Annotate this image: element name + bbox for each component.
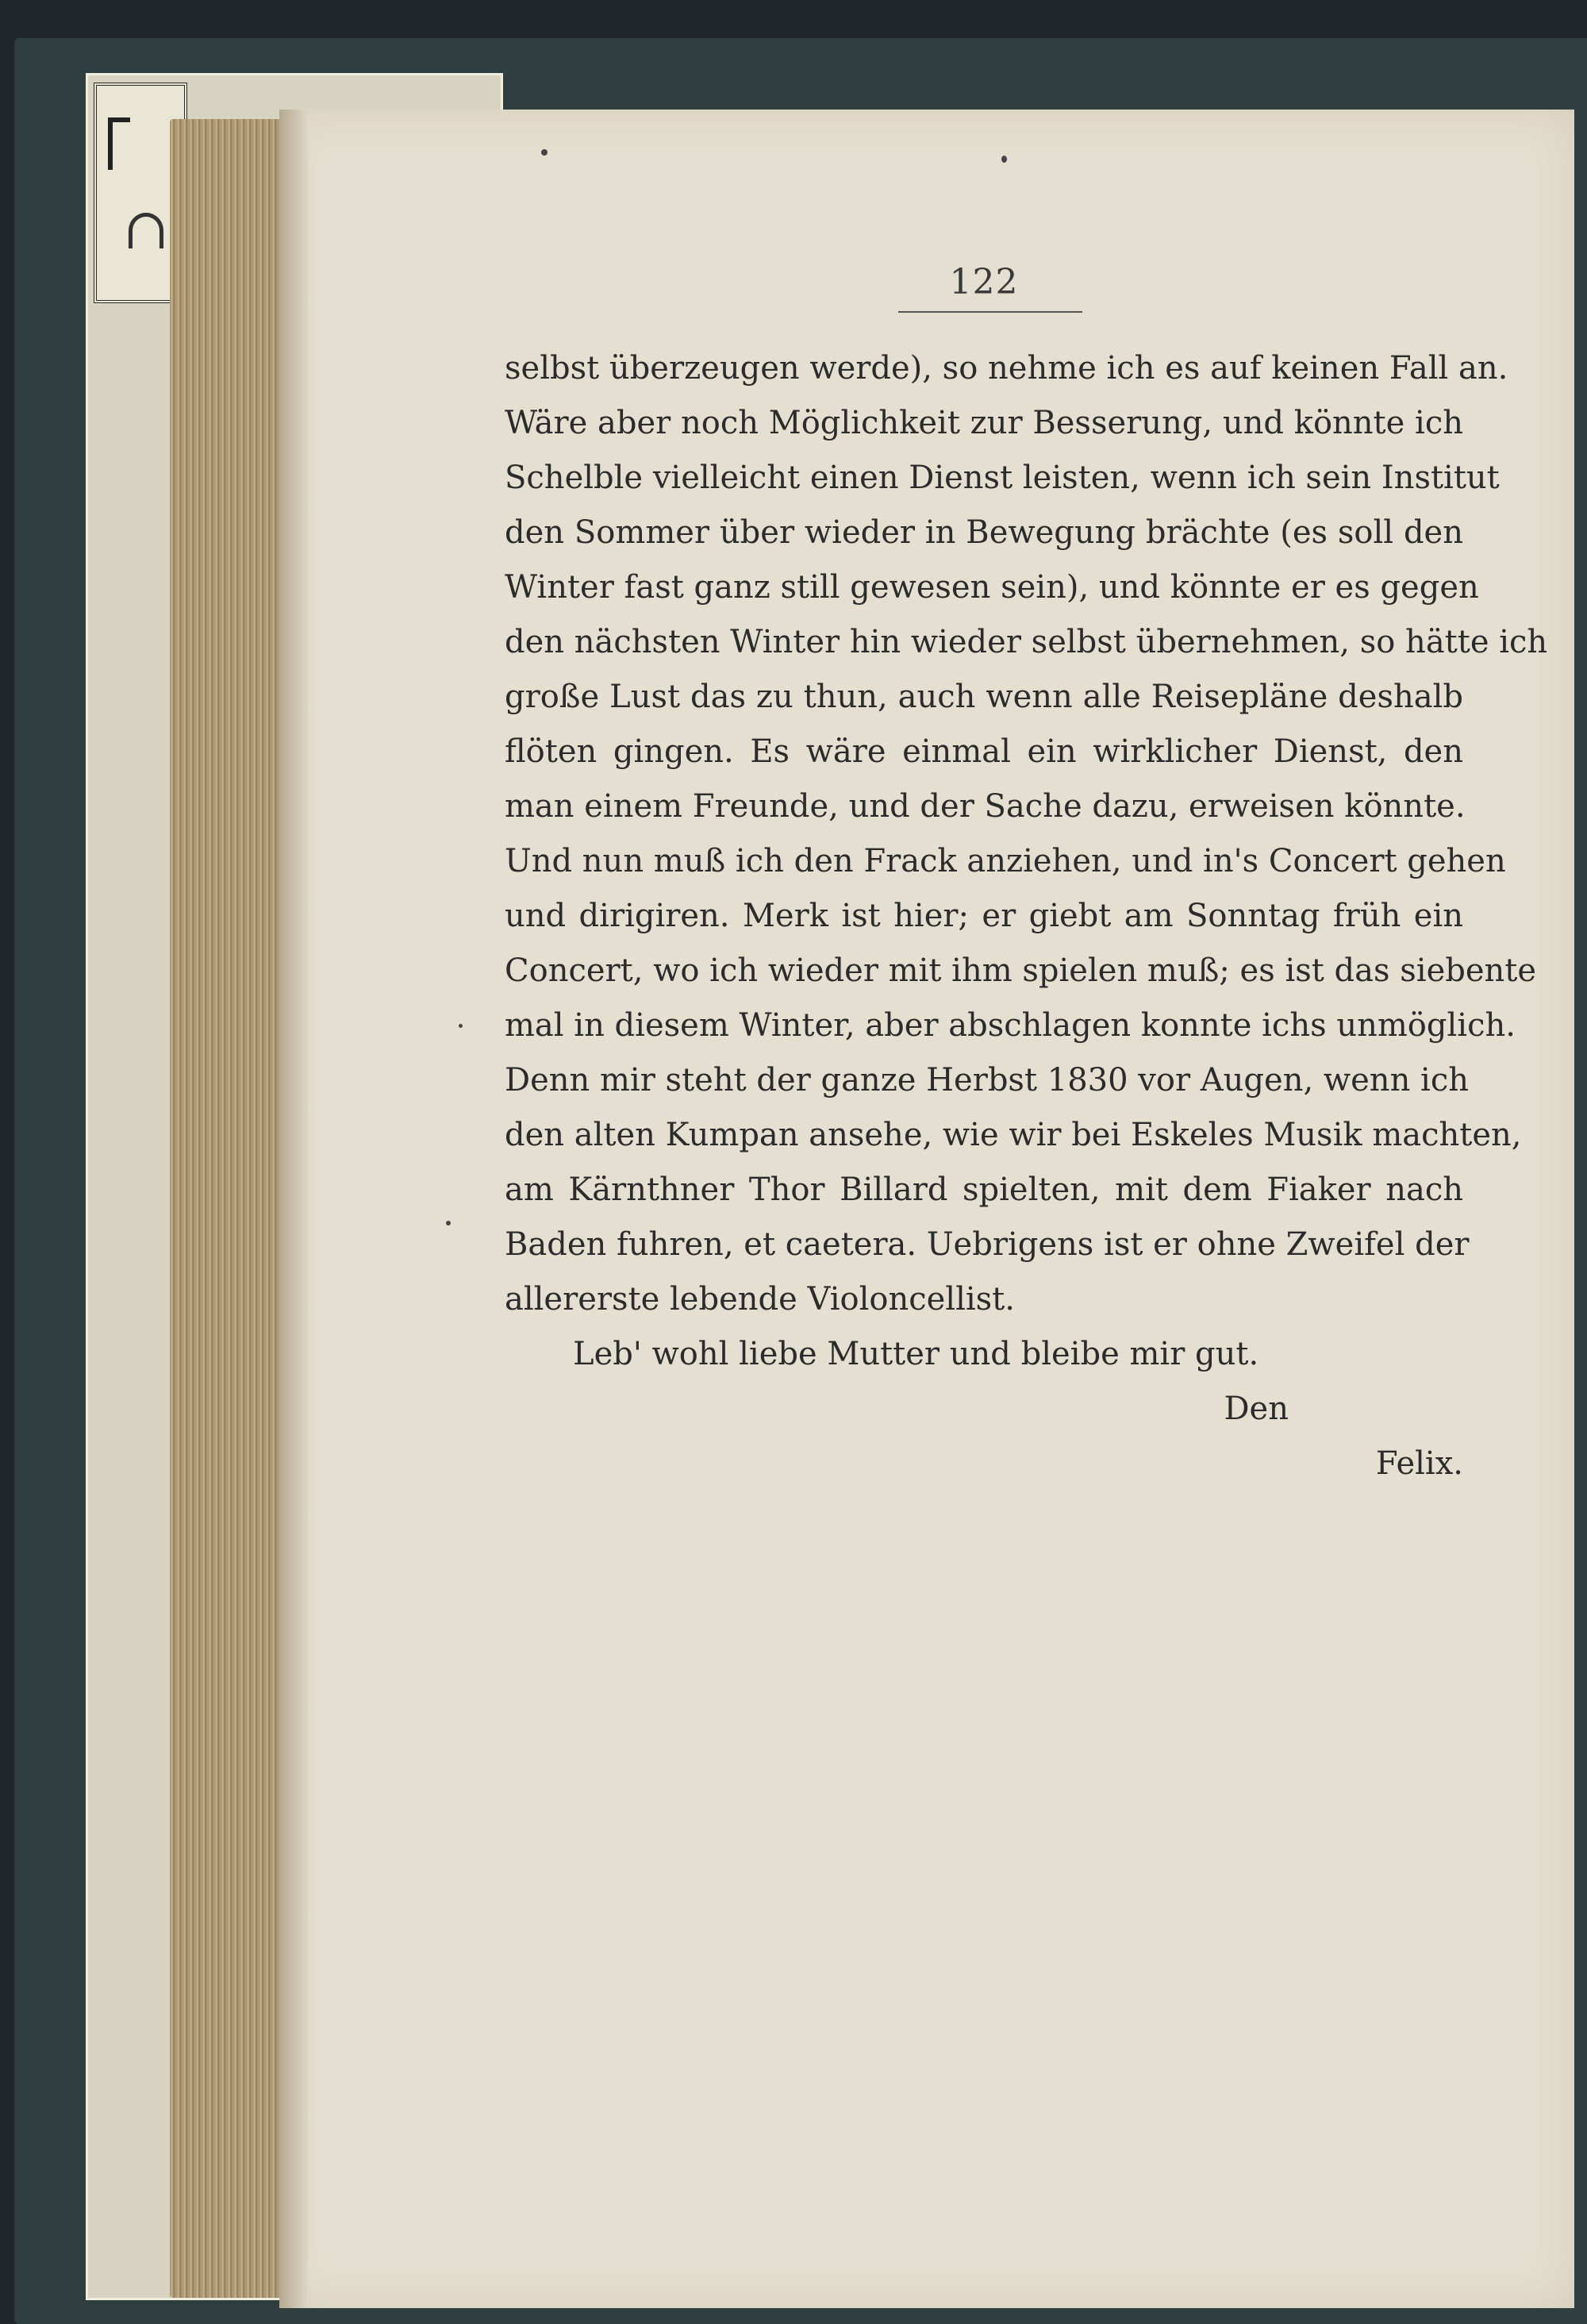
page-edges [170, 119, 297, 2298]
text-line: Baden fuhren, et caetera. Uebrigens ist er ohne Zweifel der [505, 1226, 1470, 1263]
text-line: mal in diesem Winter, aber abschlagen konnte ichs unmöglich. [505, 1007, 1516, 1044]
closing-line: Den [1224, 1391, 1289, 1427]
page-gutter [279, 110, 308, 2308]
text-line: Wäre aber noch Möglichkeit zur Besserung, und könnte ich [505, 405, 1463, 441]
text-line: allererste lebende Violoncellist. [505, 1281, 1015, 1318]
print-speck [459, 1024, 463, 1028]
text-line: den alten Kumpan ansehe, wie wir bei Eskeles Musik machten, [505, 1117, 1522, 1153]
label-mark [129, 213, 163, 248]
farewell-line: Leb' wohl liebe Mutter und bleibe mir gut. [573, 1336, 1259, 1372]
print-speck [1001, 156, 1007, 163]
text-line: Denn mir steht der ganze Herbst 1830 vor Augen, wenn ich [505, 1062, 1469, 1099]
text-line: selbst überzeugen werde), so nehme ich es auf keinen Fall an. [505, 350, 1508, 387]
text-line: den Sommer über wieder in Bewegung brächte (es soll den [505, 514, 1463, 551]
page-number: 122 [949, 262, 1019, 302]
print-speck [541, 149, 548, 156]
text-line: Concert, wo ich wieder mit ihm spielen muß; es ist das siebente [505, 952, 1537, 989]
signature: Felix. [1375, 1445, 1463, 1482]
text-line: und dirigiren. Merk ist hier; er giebt am Sonntag früh ein [505, 898, 1463, 934]
label-mark [108, 117, 130, 170]
text-line: man einem Freunde, und der Sache dazu, erweisen könnte. [505, 788, 1466, 825]
text-line: große Lust das zu thun, auch wenn alle Reisepläne deshalb [505, 679, 1463, 715]
text-line: Winter fast ganz still gewesen sein), und könnte er es gegen [505, 569, 1479, 606]
header-rule [898, 311, 1082, 313]
letter-text [505, 341, 1548, 1491]
text-line: flöten gingen. Es wäre einmal ein wirklicher Dienst, den [505, 733, 1463, 770]
print-speck [446, 1221, 451, 1225]
text-line: Schelble vielleicht einen Dienst leisten, wenn ich sein Institut [505, 460, 1500, 496]
text-line: am Kärnthner Thor Billard spielten, mit dem Fiaker nach [505, 1172, 1463, 1208]
text-line: den nächsten Winter hin wieder selbst übernehmen, so hätte ich [505, 624, 1548, 660]
text-line: Und nun muß ich den Frack anziehen, und in's Concert gehen [505, 843, 1506, 879]
